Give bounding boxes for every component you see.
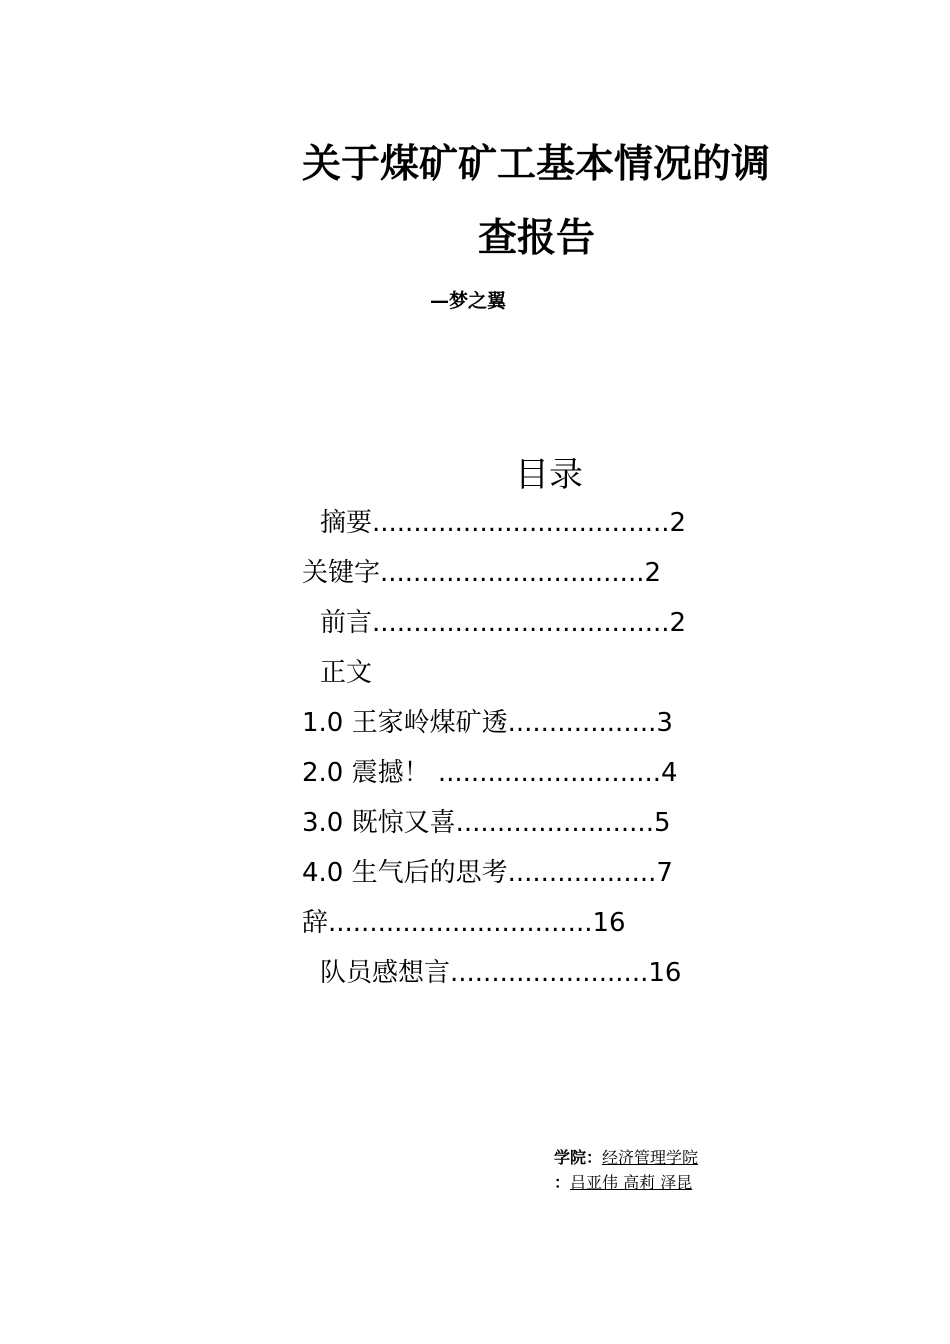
members-value: 吕亚伟 高莉 泽昆 (570, 1173, 693, 1192)
toc-entry-keywords: 关键字................................2 (302, 558, 662, 588)
toc-entry-section-4: 4.0 生气后的思考..................7 (302, 858, 673, 888)
toc-entry-body: 正文 (320, 658, 373, 688)
footer-members (554, 1172, 692, 1194)
toc-entry-member-thoughts: 队员感想言........................16 (320, 958, 682, 988)
college-value: 经济管理学院 (602, 1148, 699, 1167)
document-title-line-1: 关于煤矿矿工基本情况的调 (302, 142, 771, 187)
toc-heading: 目录 (515, 455, 583, 495)
toc-entry-section-3: 3.0 既惊又喜........................5 (302, 808, 671, 838)
footer-college (554, 1147, 698, 1169)
toc-entry-abstract: 摘要....................................2 (320, 508, 687, 538)
toc-entry-section-2: 2.0 震撼！ ...........................4 (302, 758, 678, 788)
document-title-line-2: 查报告 (478, 216, 596, 261)
college-label: 学院： (554, 1148, 603, 1167)
toc-entry-section-1: 1.0 王家岭煤矿透..................3 (302, 708, 673, 738)
toc-entry-preface: 前言....................................2 (320, 608, 687, 638)
document-subtitle: —梦之翼 (430, 290, 507, 312)
members-label: ： (554, 1173, 571, 1192)
toc-entry-closing: 辞................................16 (302, 908, 626, 938)
